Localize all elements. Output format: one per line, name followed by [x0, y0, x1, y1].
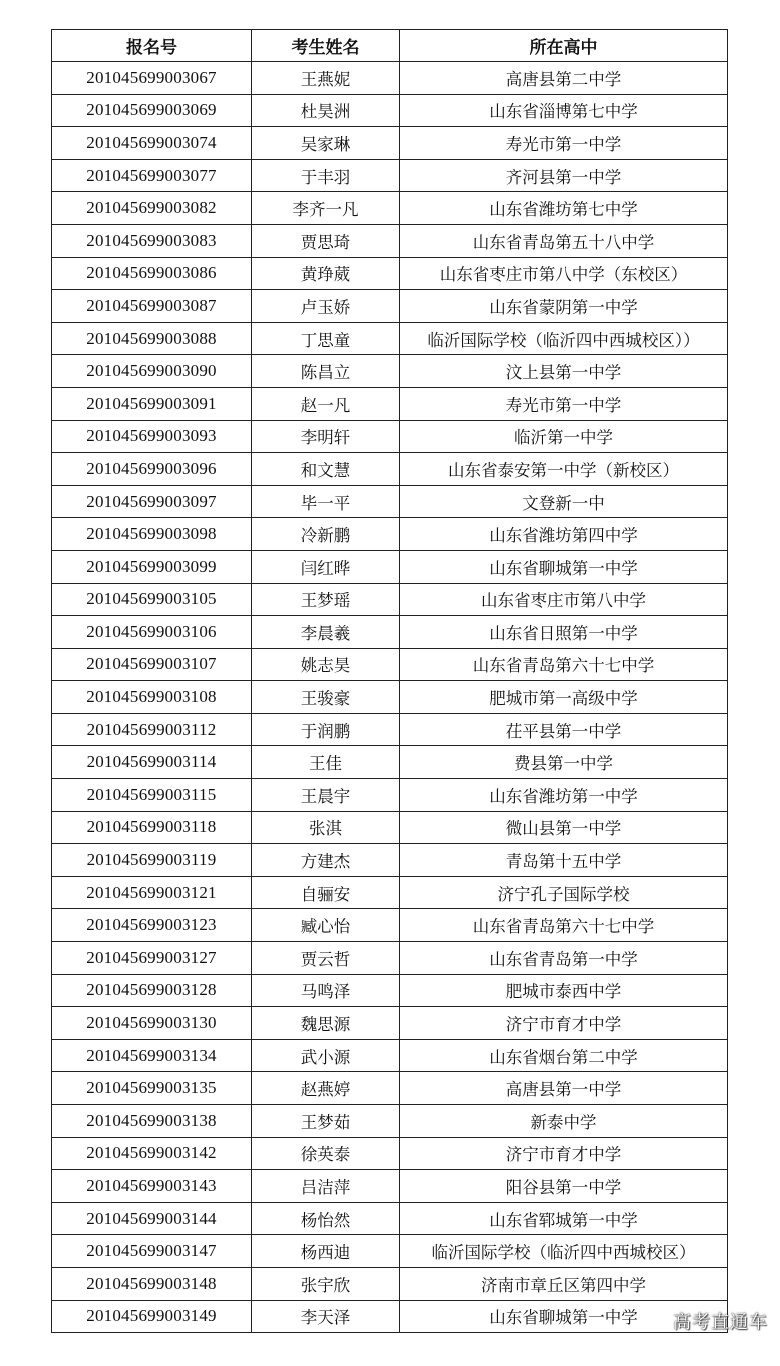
registration-number-cell: 201045699003087 [52, 290, 252, 323]
candidate-name-cell: 李明轩 [252, 420, 400, 453]
table-row [52, 713, 728, 746]
table-row [52, 1267, 728, 1300]
high-school-cell: 山东省烟台第二中学 [400, 1039, 728, 1072]
candidate-name-cell: 徐英泰 [252, 1137, 400, 1170]
registration-number-cell: 201045699003143 [52, 1170, 252, 1203]
high-school-cell: 高唐县第一中学 [400, 1072, 728, 1105]
candidate-name-cell: 和文慧 [252, 453, 400, 486]
candidate-name-cell: 王梦瑶 [252, 583, 400, 616]
candidate-name-cell: 王佳 [252, 746, 400, 779]
table-row [52, 909, 728, 942]
table-row [52, 387, 728, 420]
registration-number-cell: 201045699003128 [52, 974, 252, 1007]
high-school-cell: 山东省青岛第五十八中学 [400, 224, 728, 257]
candidate-name-cell: 自骊安 [252, 876, 400, 909]
candidate-name-cell: 张宇欣 [252, 1267, 400, 1300]
registration-number-cell: 201045699003121 [52, 876, 252, 909]
header-registration-number: 报名号 [52, 30, 252, 62]
candidate-name-cell: 杨西迪 [252, 1235, 400, 1268]
registration-number-cell: 201045699003107 [52, 648, 252, 681]
registration-number-cell: 201045699003074 [52, 127, 252, 160]
candidate-name-cell: 李晨羲 [252, 616, 400, 649]
registration-number-cell: 201045699003082 [52, 192, 252, 225]
table-row [52, 811, 728, 844]
high-school-cell: 山东省聊城第一中学 [400, 550, 728, 583]
high-school-cell: 山东省潍坊第四中学 [400, 518, 728, 551]
header-candidate-name: 考生姓名 [252, 30, 400, 62]
high-school-cell: 济南市章丘区第四中学 [400, 1267, 728, 1300]
table-row [52, 127, 728, 160]
table-row [52, 746, 728, 779]
high-school-cell: 微山县第一中学 [400, 811, 728, 844]
registration-number-cell: 201045699003123 [52, 909, 252, 942]
table-row [52, 1202, 728, 1235]
candidate-name-cell: 王燕妮 [252, 62, 400, 95]
candidate-name-cell: 丁思童 [252, 322, 400, 355]
registration-number-cell: 201045699003088 [52, 322, 252, 355]
high-school-cell: 山东省泰安第一中学（新校区） [400, 453, 728, 486]
table-body [52, 62, 728, 1333]
table-row [52, 453, 728, 486]
high-school-cell: 山东省潍坊第七中学 [400, 192, 728, 225]
candidate-name-cell: 于丰羽 [252, 159, 400, 192]
header-row [52, 30, 728, 62]
registration-number-cell: 201045699003093 [52, 420, 252, 453]
high-school-cell: 费县第一中学 [400, 746, 728, 779]
table-row [52, 192, 728, 225]
registration-number-cell: 201045699003119 [52, 844, 252, 877]
table-row [52, 779, 728, 812]
registration-number-cell: 201045699003090 [52, 355, 252, 388]
high-school-cell: 山东省青岛第六十七中学 [400, 909, 728, 942]
high-school-cell: 文登新一中 [400, 485, 728, 518]
registration-number-cell: 201045699003127 [52, 942, 252, 975]
high-school-cell: 寿光市第一中学 [400, 127, 728, 160]
table-row [52, 616, 728, 649]
registration-number-cell: 201045699003148 [52, 1267, 252, 1300]
table-row [52, 420, 728, 453]
high-school-cell: 齐河县第一中学 [400, 159, 728, 192]
registration-number-cell: 201045699003086 [52, 257, 252, 290]
candidate-name-cell: 马鸣泽 [252, 974, 400, 1007]
table-row [52, 224, 728, 257]
high-school-cell: 肥城市泰西中学 [400, 974, 728, 1007]
table-row [52, 1072, 728, 1105]
registration-number-cell: 201045699003098 [52, 518, 252, 551]
high-school-cell: 山东省淄博第七中学 [400, 94, 728, 127]
table-row [52, 1137, 728, 1170]
registration-number-cell: 201045699003130 [52, 1007, 252, 1040]
candidate-name-cell: 王梦茹 [252, 1105, 400, 1138]
registration-number-cell: 201045699003096 [52, 453, 252, 486]
candidate-name-cell: 赵燕婷 [252, 1072, 400, 1105]
candidate-name-cell: 黄琤葳 [252, 257, 400, 290]
candidate-name-cell: 王晨宇 [252, 779, 400, 812]
high-school-cell: 青岛第十五中学 [400, 844, 728, 877]
registration-number-cell: 201045699003108 [52, 681, 252, 714]
table-row [52, 62, 728, 95]
candidate-name-cell: 赵一凡 [252, 387, 400, 420]
registration-number-cell: 201045699003115 [52, 779, 252, 812]
high-school-cell: 济宁市育才中学 [400, 1007, 728, 1040]
registration-number-cell: 201045699003112 [52, 713, 252, 746]
candidate-name-cell: 武小源 [252, 1039, 400, 1072]
table-row [52, 1170, 728, 1203]
table-row [52, 257, 728, 290]
table-row [52, 942, 728, 975]
high-school-cell: 新泰中学 [400, 1105, 728, 1138]
high-school-cell: 茌平县第一中学 [400, 713, 728, 746]
high-school-cell: 山东省蒙阴第一中学 [400, 290, 728, 323]
table-row [52, 355, 728, 388]
candidate-name-cell: 于润鹏 [252, 713, 400, 746]
table-row [52, 290, 728, 323]
registration-number-cell: 201045699003118 [52, 811, 252, 844]
registration-number-cell: 201045699003142 [52, 1137, 252, 1170]
table-row [52, 1007, 728, 1040]
candidate-name-cell: 方建杰 [252, 844, 400, 877]
table-row [52, 322, 728, 355]
candidate-name-cell: 贾云哲 [252, 942, 400, 975]
candidate-name-cell: 吴家琳 [252, 127, 400, 160]
table-row [52, 876, 728, 909]
table-row [52, 648, 728, 681]
candidate-name-cell: 冷新鹏 [252, 518, 400, 551]
candidate-name-cell: 臧心怡 [252, 909, 400, 942]
high-school-cell: 山东省枣庄市第八中学 [400, 583, 728, 616]
high-school-cell: 汶上县第一中学 [400, 355, 728, 388]
header-high-school: 所在高中 [400, 30, 728, 62]
registration-number-cell: 201045699003097 [52, 485, 252, 518]
registration-number-cell: 201045699003099 [52, 550, 252, 583]
candidate-name-cell: 杨怡然 [252, 1202, 400, 1235]
high-school-cell: 肥城市第一高级中学 [400, 681, 728, 714]
registration-number-cell: 201045699003147 [52, 1235, 252, 1268]
candidate-name-cell: 吕洁萍 [252, 1170, 400, 1203]
registration-number-cell: 201045699003135 [52, 1072, 252, 1105]
high-school-cell: 阳谷县第一中学 [400, 1170, 728, 1203]
table-row [52, 844, 728, 877]
registration-number-cell: 201045699003091 [52, 387, 252, 420]
candidate-name-cell: 李天泽 [252, 1300, 400, 1333]
high-school-cell: 山东省枣庄市第八中学（东校区） [400, 257, 728, 290]
high-school-cell: 山东省郓城第一中学 [400, 1202, 728, 1235]
admission-table [51, 29, 728, 1333]
watermark-text: 高考直通车 [673, 1312, 768, 1333]
table-row [52, 1039, 728, 1072]
table-row [52, 681, 728, 714]
table-row [52, 1300, 728, 1333]
high-school-cell: 临沂第一中学 [400, 420, 728, 453]
registration-number-cell: 201045699003069 [52, 94, 252, 127]
candidate-name-cell: 姚志昊 [252, 648, 400, 681]
high-school-cell: 山东省潍坊第一中学 [400, 779, 728, 812]
candidate-name-cell: 陈昌立 [252, 355, 400, 388]
registration-number-cell: 201045699003083 [52, 224, 252, 257]
registration-number-cell: 201045699003105 [52, 583, 252, 616]
high-school-cell: 寿光市第一中学 [400, 387, 728, 420]
high-school-cell: 临沂国际学校（临沂四中西城校区）） [400, 322, 728, 355]
candidate-name-cell: 李齐一凡 [252, 192, 400, 225]
candidate-name-cell: 闫红晔 [252, 550, 400, 583]
table-row [52, 94, 728, 127]
table-row [52, 1235, 728, 1268]
table-row [52, 550, 728, 583]
registration-number-cell: 201045699003067 [52, 62, 252, 95]
candidate-name-cell: 毕一平 [252, 485, 400, 518]
registration-number-cell: 201045699003134 [52, 1039, 252, 1072]
registration-number-cell: 201045699003114 [52, 746, 252, 779]
candidate-name-cell: 张淇 [252, 811, 400, 844]
table-row [52, 159, 728, 192]
high-school-cell: 山东省日照第一中学 [400, 616, 728, 649]
high-school-cell: 济宁孔子国际学校 [400, 876, 728, 909]
high-school-cell: 高唐县第二中学 [400, 62, 728, 95]
table-row [52, 1105, 728, 1138]
registration-number-cell: 201045699003106 [52, 616, 252, 649]
table-row [52, 518, 728, 551]
high-school-cell: 山东省聊城第一中学 [400, 1300, 728, 1333]
table-header [52, 30, 728, 62]
table-row [52, 485, 728, 518]
candidate-name-cell: 王骏豪 [252, 681, 400, 714]
table-row [52, 583, 728, 616]
registration-number-cell: 201045699003138 [52, 1105, 252, 1138]
candidate-name-cell: 魏思源 [252, 1007, 400, 1040]
high-school-cell: 山东省青岛第六十七中学 [400, 648, 728, 681]
registration-number-cell: 201045699003149 [52, 1300, 252, 1333]
candidate-name-cell: 卢玉娇 [252, 290, 400, 323]
high-school-cell: 山东省青岛第一中学 [400, 942, 728, 975]
registration-number-cell: 201045699003077 [52, 159, 252, 192]
table-row [52, 974, 728, 1007]
high-school-cell: 临沂国际学校（临沂四中西城校区） [400, 1235, 728, 1268]
registration-number-cell: 201045699003144 [52, 1202, 252, 1235]
candidate-name-cell: 贾思琦 [252, 224, 400, 257]
high-school-cell: 济宁市育才中学 [400, 1137, 728, 1170]
admission-list [51, 29, 727, 1333]
candidate-name-cell: 杜昊洲 [252, 94, 400, 127]
